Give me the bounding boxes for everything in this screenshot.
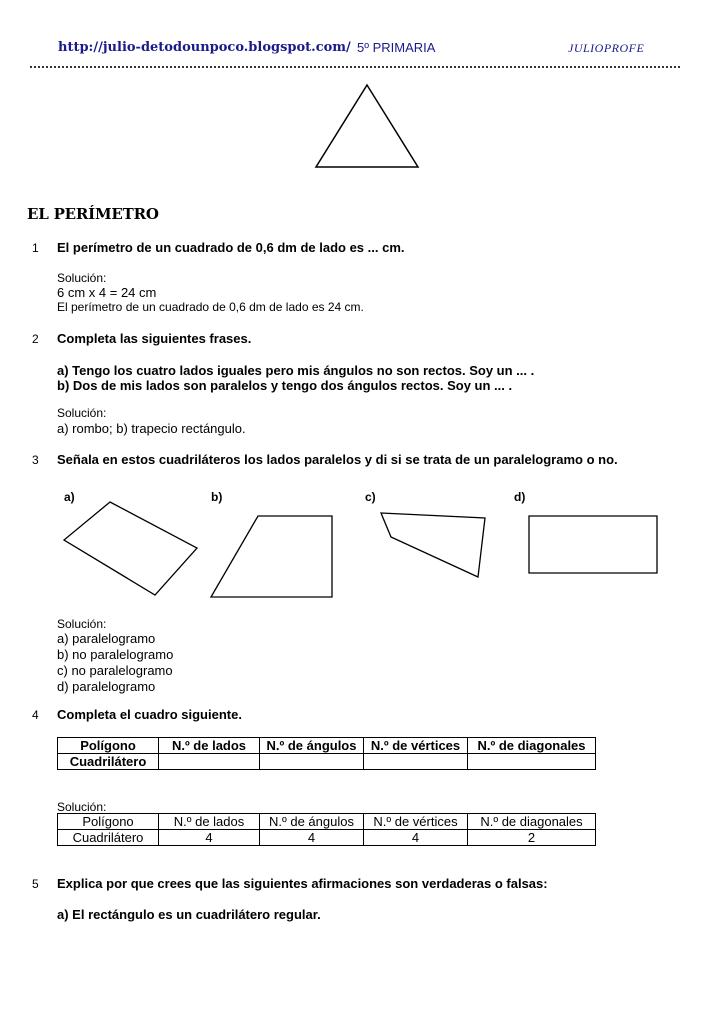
table-row xyxy=(58,830,596,846)
polygon-table xyxy=(57,737,596,770)
solution-label: Solución: xyxy=(57,617,107,631)
table-header-cell: N.º de vértices xyxy=(364,738,468,754)
question-number: 5 xyxy=(32,877,39,891)
table-cell: 4 xyxy=(364,830,468,846)
question-text: Completa las siguientes frases. xyxy=(57,331,252,346)
table-header-cell: N.º de ángulos xyxy=(260,814,364,830)
solution-line: a) rombo; b) trapecio rectángulo. xyxy=(57,421,246,436)
solution-label: Solución: xyxy=(57,800,107,814)
table-cell[interactable] xyxy=(364,754,468,770)
table-header-cell: N.º de ángulos xyxy=(260,738,364,754)
table-cell: 4 xyxy=(260,830,364,846)
question-number: 3 xyxy=(32,453,39,467)
sub-item: a) Tengo los cuatro lados iguales pero mis ángulos no son rectos. Soy un ... . xyxy=(57,363,535,378)
quadrilateral-c-shape xyxy=(381,513,485,577)
solution-label: Solución: xyxy=(57,406,107,420)
solution-table xyxy=(57,813,596,846)
question-text: Completa el cuadro siguiente. xyxy=(57,707,242,722)
parallelogram-a-shape xyxy=(64,502,197,595)
table-cell[interactable] xyxy=(260,754,364,770)
table-cell: 2 xyxy=(468,830,596,846)
page-title: EL PERÍMETRO xyxy=(27,205,159,223)
solution-line: El perímetro de un cuadrado de 0,6 dm de lado es 24 cm. xyxy=(57,300,364,314)
table-header-cell: N.º de lados xyxy=(159,814,260,830)
solution-line: d) paralelogramo xyxy=(57,679,156,694)
header-url[interactable]: http://julio-detodounpoco.blogspot.com/ xyxy=(58,40,351,55)
table-cell[interactable] xyxy=(159,754,260,770)
question-number: 2 xyxy=(32,332,39,346)
table-header-cell: N.º de diagonales xyxy=(468,738,596,754)
question-number: 1 xyxy=(32,241,39,255)
question-text: Explica por que crees que las siguientes afirmaciones son verdaderas o falsas: xyxy=(57,876,548,891)
question-text: El perímetro de un cuadrado de 0,6 dm de lado es ... cm. xyxy=(57,240,405,255)
figure-label: a) xyxy=(64,490,75,504)
header-grade: 5º PRIMARIA xyxy=(357,40,436,55)
table-header-row xyxy=(58,738,596,754)
question-number: 4 xyxy=(32,708,39,722)
table-cell: Cuadrilátero xyxy=(58,754,159,770)
solution-line: b) no paralelogramo xyxy=(57,647,174,662)
sub-item: b) Dos de mis lados son paralelos y tengo dos ángulos rectos. Soy un ... . xyxy=(57,378,513,393)
solution-line: c) no paralelogramo xyxy=(57,663,173,678)
solution-label: Solución: xyxy=(57,271,107,285)
table-cell[interactable] xyxy=(468,754,596,770)
table-cell: 4 xyxy=(159,830,260,846)
header-author: JULIOPROFE xyxy=(568,41,645,55)
table-header-cell: Polígono xyxy=(58,738,159,754)
figure-label: b) xyxy=(211,490,223,504)
table-row xyxy=(58,754,596,770)
table-header-row xyxy=(58,814,596,830)
sub-item: a) El rectángulo es un cuadrilátero regular. xyxy=(57,907,321,922)
table-header-cell: N.º de vértices xyxy=(364,814,468,830)
figure-label: d) xyxy=(514,490,526,504)
rectangle-d-shape xyxy=(529,516,657,573)
table-header-cell: Polígono xyxy=(58,814,159,830)
table-cell: Cuadrilátero xyxy=(58,830,159,846)
figure-label: c) xyxy=(365,490,376,504)
trapezoid-b-shape xyxy=(211,516,332,597)
table-header-cell: N.º de lados xyxy=(159,738,260,754)
solution-line: a) paralelogramo xyxy=(57,631,156,646)
table-header-cell: N.º de diagonales xyxy=(468,814,596,830)
question-text: Señala en estos cuadriláteros los lados paralelos y di si se trata de un paralelogramo o no. xyxy=(57,452,618,467)
solution-line: 6 cm x 4 = 24 cm xyxy=(57,285,157,300)
